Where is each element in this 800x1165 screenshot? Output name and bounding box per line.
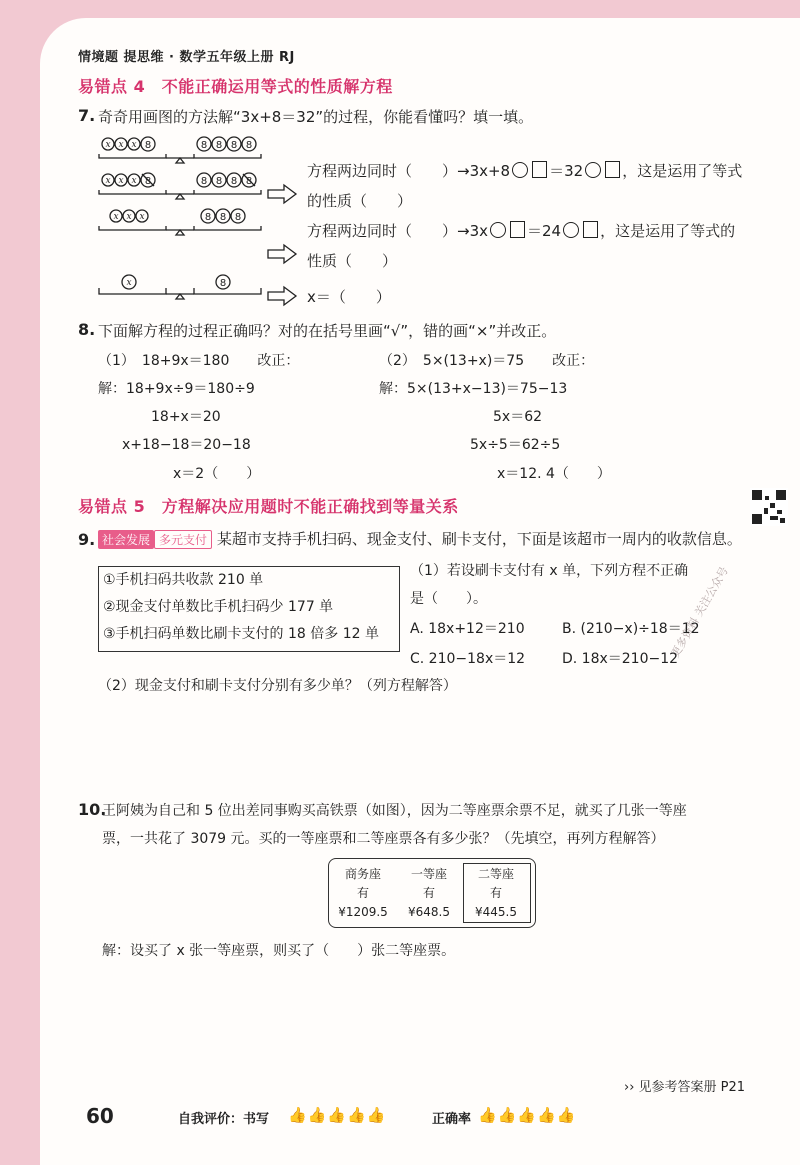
q7-line2-a: 方程两边同时（ ）→3x xyxy=(307,222,488,240)
balance-scale-diagram xyxy=(96,132,306,312)
ticket-panel xyxy=(328,858,536,928)
q7-line1-d: 的性质（ ） xyxy=(307,192,413,210)
svg-text:x: x xyxy=(105,176,111,186)
q8-p1-line1: 解：18+9x÷9＝180÷9 xyxy=(98,381,255,397)
svg-text:8: 8 xyxy=(245,176,253,187)
blank-circle[interactable] xyxy=(563,222,579,238)
q7-line1-b: ＝32 xyxy=(549,162,584,180)
q10-text-2: 票，一共花了 3079 元。买的一等座票和二等座票各有多少张？（先填空，再列方程解答） xyxy=(102,831,665,847)
svg-text:8: 8 xyxy=(219,212,227,223)
info-line: ②现金支付单数比手机扫码少 177 单 xyxy=(103,599,334,615)
svg-text:8: 8 xyxy=(234,212,242,223)
q9-number: 9. xyxy=(78,530,96,549)
svg-text:8: 8 xyxy=(200,176,208,187)
q8-p2-line3: 5x÷5＝62÷5 xyxy=(470,437,561,453)
answer-reference: ›› 见参考答案册 P21 xyxy=(624,1080,746,1095)
blank-circle[interactable] xyxy=(490,222,506,238)
svg-text:8: 8 xyxy=(215,140,223,151)
svg-text:8: 8 xyxy=(144,176,152,187)
blank-square[interactable] xyxy=(510,221,525,238)
q7-line2 xyxy=(307,220,735,241)
q8-p2-line1: 解：5×(13+x−13)＝75−13 xyxy=(379,381,568,397)
page-number: 60 xyxy=(86,1104,114,1128)
seat-name: 一等座 xyxy=(410,867,447,881)
blank-square[interactable] xyxy=(583,221,598,238)
svg-text:8: 8 xyxy=(200,140,208,151)
svg-text:8: 8 xyxy=(245,140,253,151)
svg-text:8: 8 xyxy=(215,176,223,187)
q9-option-b[interactable]: B. (210−x)÷18＝12 xyxy=(562,621,700,637)
q7-number: 7. xyxy=(78,106,96,125)
thumbs-up-icon[interactable]: 👍👍👍👍👍 xyxy=(288,1106,387,1124)
info-line: ③手机扫码单数比刷卡支付的 18 倍多 12 单 xyxy=(103,626,379,642)
seat-business xyxy=(331,865,395,922)
q8-p1-title: （1） 18+9x＝180 改正： xyxy=(98,353,300,369)
seat-status: 有 xyxy=(356,886,369,900)
q8-text: 下面解方程的过程正确吗？对的在括号里画“√”，错的画“×”并改正。 xyxy=(98,322,557,340)
q8-p2-title: （2） 5×(13+x)＝75 改正： xyxy=(379,353,595,369)
svg-text:x: x xyxy=(105,140,111,150)
svg-text:x: x xyxy=(131,176,137,186)
q10-answer: 解：设买了 x 张一等座票，则买了（ ）张二等座票。 xyxy=(102,943,456,959)
accuracy-label: 正确率 xyxy=(432,1112,472,1127)
q9-option-d[interactable]: D. 18x＝210−12 xyxy=(562,651,679,667)
section-title-5: 易错点 5 方程解决应用题时不能正确找到等量关系 xyxy=(78,497,459,516)
q8-p1-line2: 18+x＝20 xyxy=(151,409,221,425)
svg-text:8: 8 xyxy=(204,212,212,223)
tag-social: 社会发展 xyxy=(98,530,154,549)
blank-circle[interactable] xyxy=(512,162,528,178)
blank-square[interactable] xyxy=(605,161,620,178)
q7-line1-a: 方程两边同时（ ）→3x+8 xyxy=(307,162,511,180)
seat-price: ¥445.5 xyxy=(475,905,517,919)
svg-text:8: 8 xyxy=(230,176,238,187)
q7-line2-b: ＝24 xyxy=(527,222,562,240)
svg-text:8: 8 xyxy=(230,140,238,151)
qr-code-icon xyxy=(750,488,788,526)
q7-line1 xyxy=(307,160,742,181)
section-title-4: 易错点 4 不能正确运用等式的性质解方程 xyxy=(78,77,393,96)
tag-payment: 多元支付 xyxy=(154,530,212,549)
blank-circle[interactable] xyxy=(585,162,601,178)
q8-p2-line4: x＝12. 4（ ） xyxy=(497,466,611,482)
blank-square[interactable] xyxy=(532,161,547,178)
seat-status: 有 xyxy=(422,886,435,900)
svg-text:x: x xyxy=(139,212,145,222)
svg-text:x: x xyxy=(126,212,132,222)
q9-sub1-a: （1）若设刷卡支付有 x 单，下列方程不正确 xyxy=(410,563,689,579)
q8-p1-line3: x+18−18＝20−18 xyxy=(122,437,251,453)
q9-option-c[interactable]: C. 210−18x＝12 xyxy=(410,651,526,667)
thumbs-up-icon[interactable]: 👍👍👍👍👍 xyxy=(478,1106,577,1124)
scale-4 xyxy=(99,275,261,299)
seat-second-class xyxy=(464,865,528,922)
svg-text:x: x xyxy=(113,212,119,222)
svg-text:8: 8 xyxy=(219,278,227,289)
q8-number: 8. xyxy=(78,320,96,339)
q8-p1-line4: x＝2（ ） xyxy=(173,466,261,482)
q9-header xyxy=(98,528,742,549)
seat-first-class xyxy=(397,865,461,922)
q9-text: 某超市支持手机扫码、现金支付、刷卡支付，下面是该超市一周内的收款信息。 xyxy=(216,530,742,548)
svg-text:8: 8 xyxy=(144,140,152,151)
q7-line3: x＝（ ） xyxy=(307,288,391,306)
q9-sub1-b: 是（ ）。 xyxy=(410,591,487,607)
q7-text: 奇奇用画图的方法解“3x+8＝32”的过程，你能看懂吗？填一填。 xyxy=(98,108,534,126)
seat-name: 商务座 xyxy=(344,867,381,881)
svg-text:x: x xyxy=(126,278,132,288)
svg-text:x: x xyxy=(118,176,124,186)
page-header: 情境题 提思维 · 数学五年级上册 RJ xyxy=(78,50,295,65)
q7-line2-c: ，这是运用了等式的 xyxy=(600,222,736,240)
self-eval-label: 自我评价：书写 xyxy=(178,1112,270,1127)
svg-text:x: x xyxy=(131,140,137,150)
q8-p2-line2: 5x＝62 xyxy=(493,409,543,425)
q10-text-1: 王阿姨为自己和 5 位出差同事购买高铁票（如图），因为二等座票余票不足，就买了几张一等座 xyxy=(102,803,687,819)
q7-line2-d: 性质（ ） xyxy=(307,252,398,270)
q9-info-box xyxy=(98,566,400,652)
seat-price: ¥1209.5 xyxy=(338,905,388,919)
q10-number: 10. xyxy=(78,800,107,819)
seat-price: ¥648.5 xyxy=(408,905,450,919)
q9-sub2: （2）现金支付和刷卡支付分别有多少单？（列方程解答） xyxy=(98,678,457,694)
q9-option-a[interactable]: A. 18x+12＝210 xyxy=(410,621,525,637)
q7-line1-c: ，这是运用了等式 xyxy=(622,162,743,180)
watermark: 更多资料 关注公众号 xyxy=(668,564,731,660)
info-line: ①手机扫码共收款 210 单 xyxy=(103,572,264,588)
svg-text:x: x xyxy=(118,140,124,150)
seat-status: 有 xyxy=(489,886,502,900)
seat-name: 二等座 xyxy=(477,867,514,881)
